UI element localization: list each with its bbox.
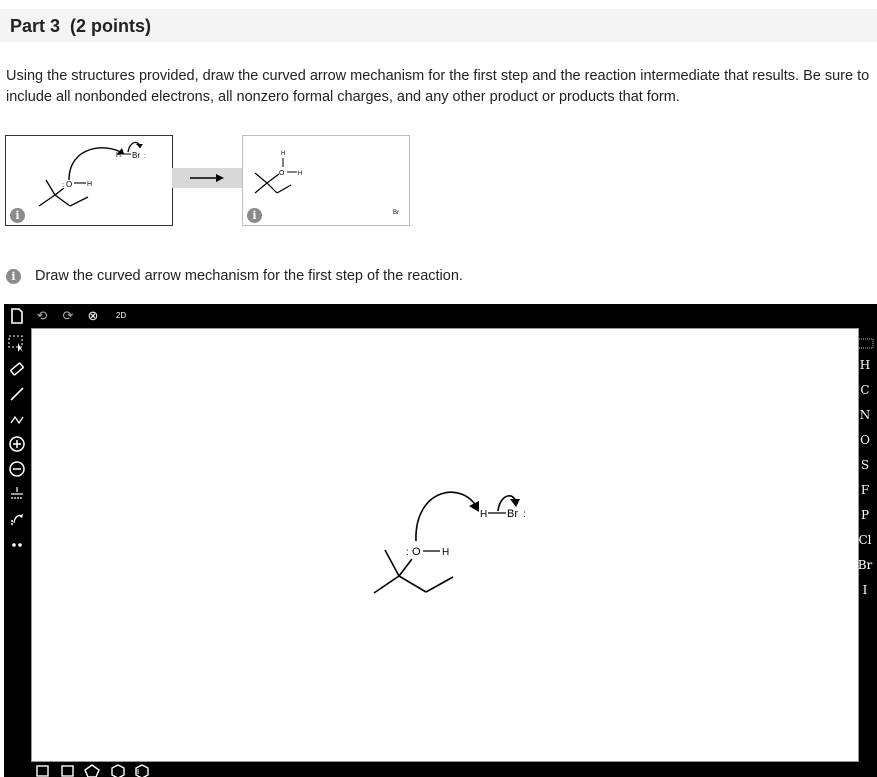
2d-clean-icon[interactable]: 2D: [115, 311, 127, 320]
hbr-hydrogen-label: H: [116, 152, 122, 159]
element-f[interactable]: F: [860, 483, 870, 497]
part-points: (2 points): [70, 16, 152, 36]
new-document-icon[interactable]: [10, 307, 24, 325]
element-o[interactable]: O: [860, 433, 870, 447]
bond-icon[interactable]: [7, 384, 27, 404]
canvas-bromine-label: Br: [507, 508, 518, 520]
product-oxygen-label: O: [279, 170, 285, 177]
canvas-lone-pair: :: [406, 547, 409, 558]
electron-pair-icon[interactable]: [7, 484, 27, 504]
redo-icon[interactable]: ⟳: [62, 308, 74, 323]
info-icon[interactable]: i: [247, 208, 262, 223]
periodic-table-icon[interactable]: [855, 335, 875, 351]
element-n[interactable]: N: [859, 408, 871, 422]
reaction-arrow: [172, 168, 242, 188]
plus-charge-icon[interactable]: [7, 434, 27, 454]
lone-pair-dots: :: [62, 182, 64, 189]
drawing-prompt-text: Draw the curved arrow mechanism for the first step of the reaction.: [35, 268, 463, 284]
drawing-canvas[interactable]: [31, 328, 859, 762]
ring-5-icon[interactable]: [85, 765, 99, 777]
canvas-oxygen-label: O: [412, 546, 421, 558]
minus-charge-icon[interactable]: [7, 459, 27, 479]
element-s[interactable]: S: [860, 458, 870, 472]
instructions-text: Using the structures provided, draw the curved arrow mechanism for the first step and the reaction intermediate that results. Be sure to include all nonbonded electrons, all nonzero formal charges, and any other product or products that form.: [6, 68, 870, 105]
reaction-arrow-strip: [172, 168, 242, 188]
eraser-icon[interactable]: [7, 359, 27, 379]
canvas-hydrogen-label: H: [442, 547, 450, 558]
canvas-bromine-lone-pair: :: [523, 509, 526, 520]
molecule-editor: [4, 304, 877, 777]
bromine-label: Br: [132, 151, 140, 160]
hydrogen-label: H: [87, 181, 93, 188]
ring-4-icon[interactable]: [62, 766, 73, 776]
element-p[interactable]: P: [860, 508, 870, 522]
part-header: [0, 9, 877, 42]
element-cl[interactable]: Cl: [858, 533, 872, 547]
product-hydrogen-top: H: [281, 151, 286, 157]
bromine-lone-pair: :: [144, 153, 146, 160]
oxygen-label: O: [66, 180, 73, 189]
part-title: [10, 16, 151, 37]
bromide-label: Br: [393, 210, 399, 216]
ring-6-icon[interactable]: [112, 765, 124, 777]
element-h[interactable]: H: [859, 358, 871, 372]
element-br[interactable]: Br: [857, 558, 873, 572]
product-hydrogen-right: H: [298, 171, 303, 177]
reactant-structure-box: [5, 135, 173, 226]
benzene-icon[interactable]: [136, 765, 148, 777]
ring-templates: [34, 764, 164, 777]
curved-arrow-icon[interactable]: [7, 509, 27, 529]
clear-icon[interactable]: ⊗: [87, 308, 99, 323]
select-icon[interactable]: [7, 334, 27, 354]
element-i[interactable]: I: [862, 583, 868, 597]
info-icon[interactable]: i: [6, 269, 21, 284]
reactant-structure: [6, 136, 172, 225]
ring-3-icon[interactable]: [37, 766, 48, 776]
lone-pair-icon[interactable]: [7, 535, 27, 555]
element-c[interactable]: C: [860, 383, 870, 397]
intermediate-structure: [243, 136, 409, 225]
undo-icon[interactable]: ⟲: [36, 308, 48, 323]
canvas-hbr-hydrogen: H: [480, 509, 488, 520]
chain-icon[interactable]: [7, 409, 27, 429]
info-icon[interactable]: i: [10, 208, 25, 223]
canvas-structure: [32, 329, 858, 761]
editor-top-toolbar: [4, 304, 204, 328]
part-title-label: Part 3: [10, 16, 61, 36]
intermediate-structure-box: [242, 135, 410, 226]
